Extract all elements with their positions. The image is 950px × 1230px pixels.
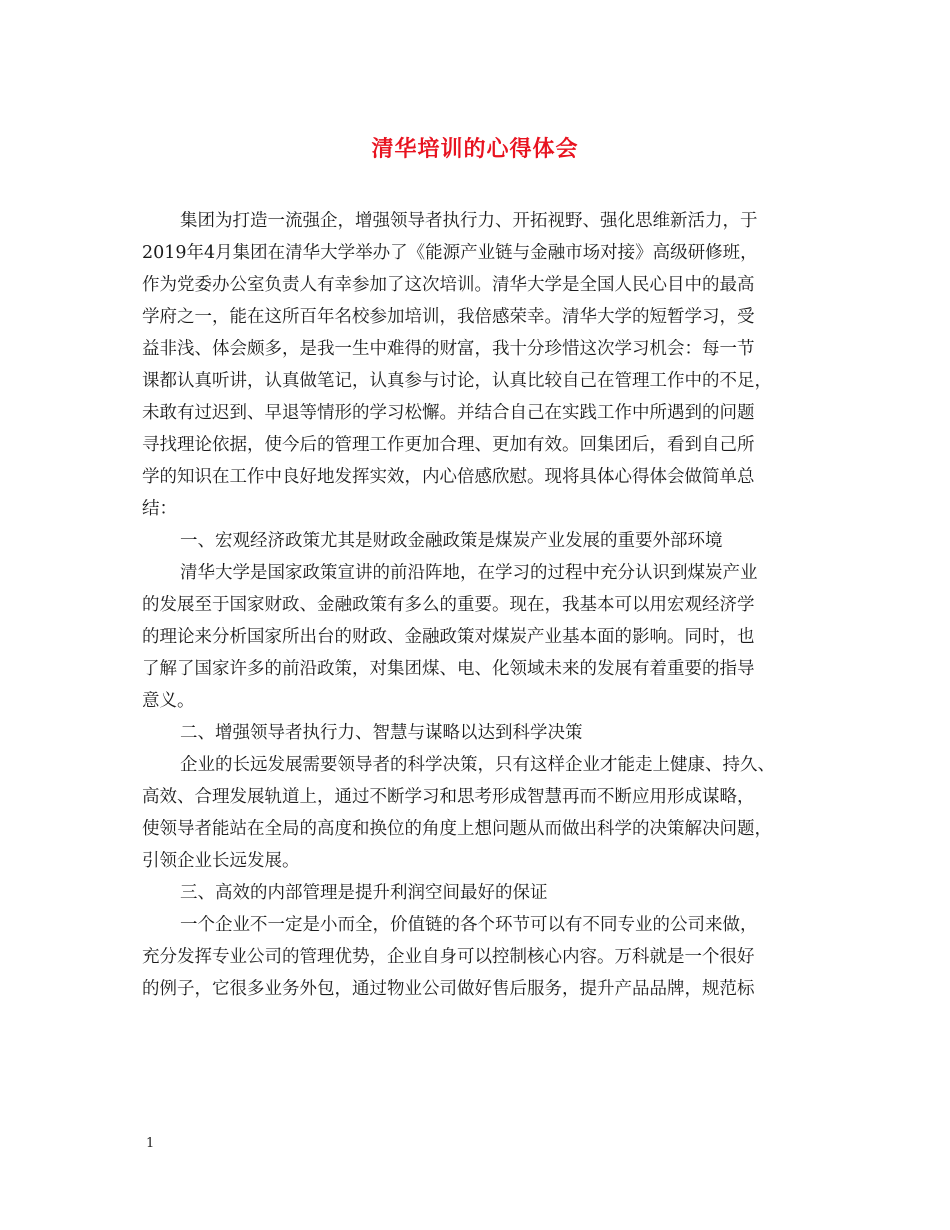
text-line: 了解了国家许多的前沿政策，对集团煤、电、化领域未来的发展有着重要的指导	[142, 659, 755, 679]
text-line: 高效、合理发展轨道上，通过不断学习和思考形成智慧再而不断应用形成谋略，	[142, 787, 755, 807]
text-line: 寻找理论依据，使今后的管理工作更加合理、更加有效。回集团后，看到自己所	[142, 435, 755, 455]
text-line: 充分发挥专业公司的管理优势，企业自身可以控制核心内容。万科就是一个很好	[142, 947, 755, 967]
text-line: 一个企业不一定是小而全，价值链的各个环节可以有不同专业的公司来做，	[180, 915, 758, 935]
text-line: 引领企业长远发展。	[142, 851, 300, 871]
text-line: 学府之一，能在这所百年名校参加培训，我倍感荣幸。清华大学的短暂学习，受	[142, 307, 755, 327]
text-line: 作为党委办公室负责人有幸参加了这次培训。清华大学是全国人民心目中的最高	[142, 275, 755, 295]
text-line: 2019年4月集团在清华大学举办了《能源产业链与金融市场对接》高级研修班，	[142, 243, 758, 263]
section-heading: 三、高效的内部管理是提升利润空间最好的保证	[180, 883, 548, 903]
section-heading: 二、增强领导者执行力、智慧与谋略以达到科学决策	[180, 723, 583, 743]
section-heading: 一、宏观经济政策尤其是财政金融政策是煤炭产业发展的重要外部环境	[180, 531, 723, 551]
document-body	[142, 205, 822, 1005]
text-line: 的理论来分析国家所出台的财政、金融政策对煤炭产业基本面的影响。同时，也	[142, 627, 755, 647]
text-line: 清华大学是国家政策宣讲的前沿阵地，在学习的过程中充分认识到煤炭产业	[180, 563, 758, 583]
text-line: 集团为打造一流强企，增强领导者执行力、开拓视野、强化思维新活力，于	[180, 211, 758, 231]
text-line: 课都认真听讲，认真做笔记，认真参与讨论，认真比较自己在管理工作中的不足，	[142, 371, 772, 391]
text-line: 意义。	[142, 691, 195, 711]
text-line: 使领导者能站在全局的高度和换位的角度上想问题从而做出科学的决策解决问题，	[142, 819, 772, 839]
text-line: 学的知识在工作中良好地发挥实效，内心倍感欣慰。现将具体心得体会做简单总	[142, 467, 755, 487]
document-title: 清华培训的心得体会	[371, 136, 579, 162]
text-line: 未敢有过迟到、早退等情形的学习松懈。并结合自己在实践工作中所遇到的问题	[142, 403, 755, 423]
text-line: 益非浅、体会颇多，是我一生中难得的财富，我十分珍惜这次学习机会：每一节	[142, 339, 755, 359]
text-line: 的例子，它很多业务外包，通过物业公司做好售后服务，提升产品品牌，规范标	[142, 979, 755, 999]
text-line: 结：	[142, 499, 177, 519]
page-number: 1	[146, 1136, 155, 1151]
text-line: 的发展至于国家财政、金融政策有多么的重要。现在，我基本可以用宏观经济学	[142, 595, 755, 615]
text-line: 企业的长远发展需要领导者的科学决策，只有这样企业才能走上健康、持久、	[180, 755, 775, 775]
